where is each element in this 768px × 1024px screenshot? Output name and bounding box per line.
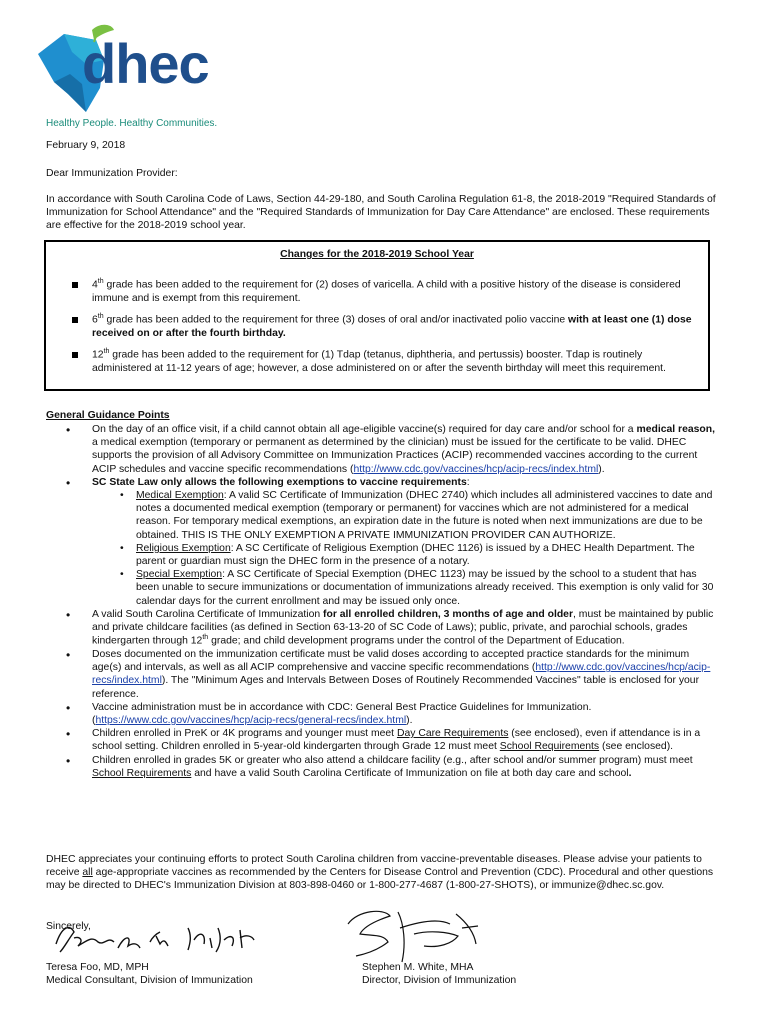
salutation: Dear Immunization Provider: xyxy=(46,168,178,179)
guidance-list xyxy=(46,423,718,780)
changes-box xyxy=(44,240,710,391)
signature-white xyxy=(338,904,488,968)
signer-title: Director, Division of Immunization xyxy=(362,975,517,987)
square-bullet-icon xyxy=(72,317,78,323)
square-bullet-icon xyxy=(72,282,78,288)
exemption-item: • Medical Exemption: A valid SC Certificate of Immunization (DHEC 2740) which includes all administered vaccines to date and notes a documented medical exemption (temporary or permanent) for vaccines which are not administered for a medical reason. For temporary medical exemptions, an expiration date in the future is noted when next immunizations are due to be obtained. THIS IS THE ONLY EXEMPTION A PRIVATE IMMUNIZATION PROVIDER CAN AUTHORIZE. xyxy=(46,489,718,542)
signer-name: Stephen M. White, MHA xyxy=(362,962,474,973)
signer-title: Medical Consultant, Division of Immunization xyxy=(46,975,253,987)
intro-paragraph: In accordance with South Carolina Code of Laws, Section 44-29-180, and South Carolina Regulation 61-8, the 2018-2019 "Required Standards of Immunization for School Attendance" and the "Required Standards of Immunization for Day Care Attendance" are enclosed. These requirements are effective for the 2018-2019 school year. xyxy=(46,194,716,232)
signature-foo xyxy=(48,918,268,958)
change-item: 12th grade has been added to the requirement for (1) Tdap (tetanus, diphtheria, and pertussis) booster. Tdap is routinely administered at 11-12 years of age; however, a dose administered on or after the seventh birthday will meet this requirement. xyxy=(72,348,692,375)
changes-title: Changes for the 2018-2019 School Year xyxy=(280,249,474,260)
guidance-item: • Children enrolled in grades 5K or greater who also attend a childcare facility (e.g., after school and/or summer program) must meet School Requirements and have a valid South Carolina Certificate of Immunization on file at both day care and school. xyxy=(46,754,718,780)
guidance-item: • Vaccine administration must be in accordance with CDC: General Best Practice Guidelines for Immunization. (https://www.cdc.gov/vaccines/hcp/acip-recs/general-recs/index.html). xyxy=(46,701,718,727)
change-item: 6th grade has been added to the requirement for three (3) doses of oral and/or inactivated polio vaccine with at least one (1) dose received on or after the fourth birthday. xyxy=(72,313,692,340)
guidance-item: • Children enrolled in PreK or 4K programs and younger must meet Day Care Requirements (see enclosed), even if attendance is in a school setting. Children enrolled in 5-year-old kindergarten through Grade 12 must meet School Requirements (see enclosed). xyxy=(46,727,718,753)
guidance-item: • On the day of an office visit, if a child cannot obtain all age-eligible vaccine(s) required for day care and/or school for a medical reason, a medical exemption (temporary or permanent as determined by the clinician) must be issued for the certificate to be valid. DHEC supports the provision of all Advisory Committee on Immunization Practices (ACIP) recommended vaccines according to the current ACIP schedules and vaccine specific recommendations (http://www.cdc.gov/vaccines/hcp/acip-recs/index.html). xyxy=(46,423,718,476)
square-bullet-icon xyxy=(72,352,78,358)
guidance-item: • Doses documented on the immunization certificate must be valid doses according to accepted practice standards for the minimum age(s) and intervals, as well as all ACIP comprehensive and vaccine specific recommendations (http://www.cdc.gov/vaccines/hcp/acip-recs/index.html). The "Minimum Ages and Intervals Between Doses of Routinely Recommended Vaccines" table is enclosed for your reference. xyxy=(46,648,718,701)
guidance-title: General Guidance Points xyxy=(46,410,170,421)
change-item: 4th grade has been added to the requirement for (2) doses of varicella. A child with a positive history of the disease is considered immune and is exempt from this requirement. xyxy=(72,278,692,305)
signer-name: Teresa Foo, MD, MPH xyxy=(46,962,149,973)
signer-block xyxy=(46,961,253,987)
sincerely-text: Sincerely, xyxy=(46,921,91,932)
acip-link[interactable]: http://www.cdc.gov/vaccines/hcp/acip-recs/index.html xyxy=(92,662,711,687)
org-wordmark: dhec xyxy=(82,32,209,95)
exemption-item: • Special Exemption: A SC Certificate of Special Exemption (DHEC 1123) may be issued by the school to a student that has been unable to secure immunizations or documentation of immunizations already received. This exemption is only valid for 30 calendar days for the current enrollment and may be issued only once. xyxy=(46,568,718,608)
exemption-item: • Religious Exemption: A SC Certificate of Religious Exemption (DHEC 1126) is issued by a DHEC Health Department. The parent or guardian must sign the DHEC form in the presence of a notary. xyxy=(46,542,718,568)
letter-date: February 9, 2018 xyxy=(46,140,126,151)
acip-link[interactable]: http://www.cdc.gov/vaccines/hcp/acip-recs/index.html xyxy=(353,463,599,475)
guidance-item: • SC State Law only allows the following exemptions to vaccine requirements: • Medical Exemption: A valid SC Certificate of Immunization (DHEC 2740) which includes all administered vaccines to date and notes a documented medical exemption (temporary or permanent) for vaccines which are not administered for a medical reason. For temporary medical exemptions, an expiration date in the future is noted when next immunizations are due to be obtained. THIS IS THE ONLY EXEMPTION A PRIVATE IMMUNIZATION PROVIDER CAN AUTHORIZE. • Religious Exemption: A SC Certificate of Religious Exemption (DHEC 1126) is issued by a DHEC Health Department. The parent or guardian must sign the DHEC form in the presence of a notary. • Special Exemption: A SC Certificate of Special Exemption (DHEC 1123) may be issued by the school to a student that has been unable to secure immunizations or documentation of immunizations already received. This exemption is only valid for 30 calendar days for the current enrollment and may be issued only once. xyxy=(46,476,718,608)
general-recs-link[interactable]: https://www.cdc.gov/vaccines/hcp/acip-recs/general-recs/index.html xyxy=(95,714,407,726)
closing-paragraph: DHEC appreciates your continuing efforts to protect South Carolina children from vaccine-preventable diseases. Please advise your patients to receive all age-appropriate vaccines as recommended by the Centers for Disease Control and Prevention (CDC). Procedural and other questions may be directed to DHEC's Immunization Division at 803-898-0460 or 1-800-277-4687 (1-800-27-SHOTS), or immunize@dhec.sc.gov. xyxy=(46,854,714,892)
guidance-item: • A valid South Carolina Certificate of Immunization for all enrolled children, 3 months of age and older, must be maintained by public and private childcare facilities (as defined in Section 63-13-20 of SC Code of Laws); public, private, and parochial schools, grades kindergarten through 12th grade; and child development programs under the control of the Department of Education. xyxy=(46,608,718,648)
signer-block xyxy=(362,961,516,987)
org-tagline: Healthy People. Healthy Communities. xyxy=(46,118,218,129)
